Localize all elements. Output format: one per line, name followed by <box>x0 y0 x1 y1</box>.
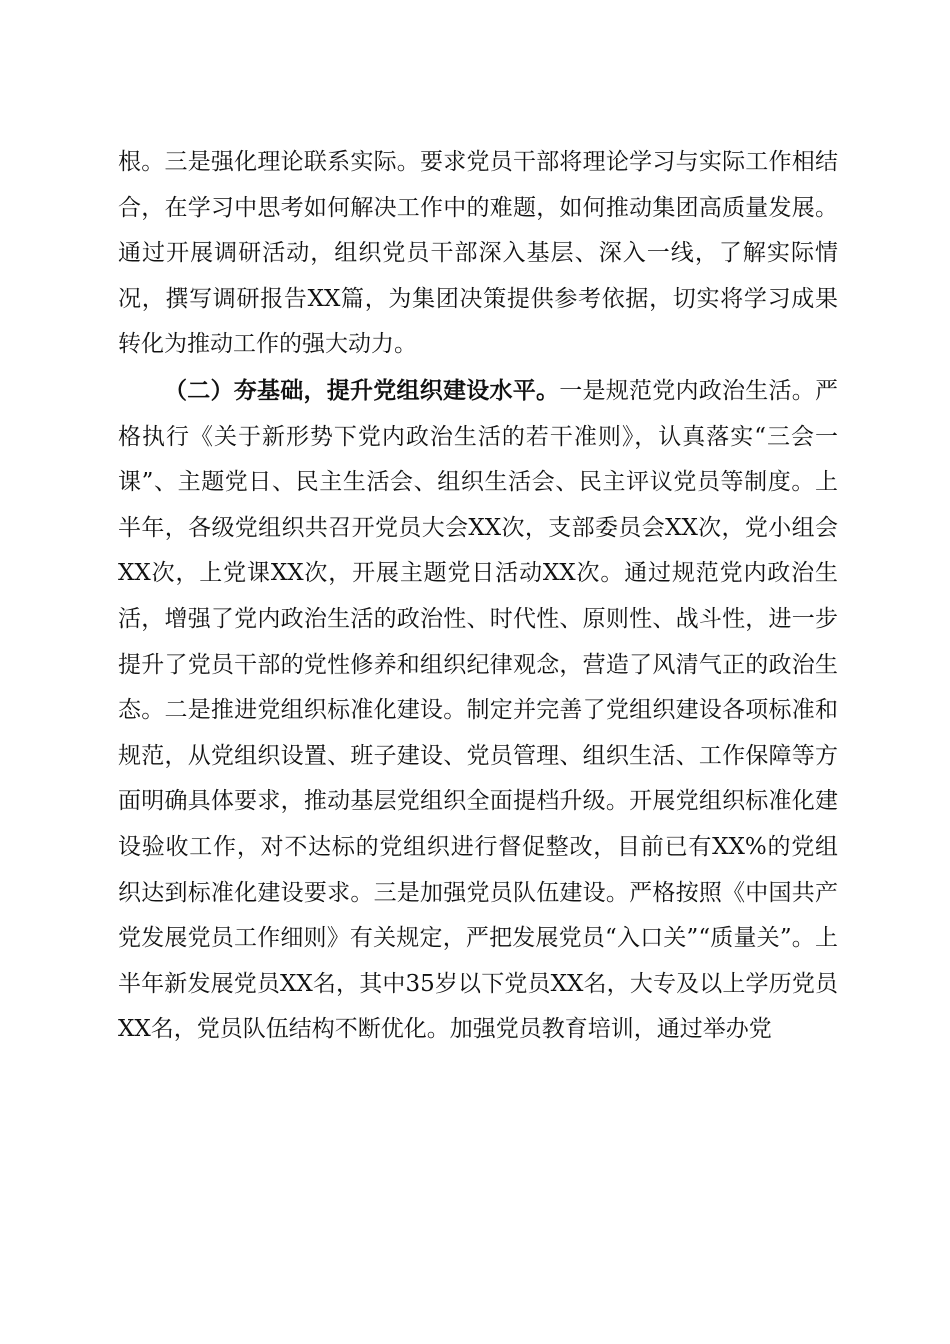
paragraph-continued <box>118 140 838 368</box>
paragraph-text: 根。三是强化理论联系实际。要求党员干部将理论学习与实际工作相结合，在学习中思考如何解决工作中的难题，如何推动集团高质量发展。通过开展调研活动，组织党员干部深入基层、深入一线，了解实际情况，撰写调研报告XX篇，为集团决策提供参考依据，切实将学习成果转化为推动工作的强大动力。 <box>118 149 838 358</box>
paragraph-text: 一是规范党内政治生活。严格执行《关于新形势下党内政治生活的若干准则》，认真落实“三会一课”、主题党日、民主生活会、组织生活会、民主评议党员等制度。上半年，各级党组织共召开党员大会XX次，支部委员会XX次，党小组会XX次，上党课XX次，开展主题党日活动XX次。通过规范党内政治生活，增强了党内政治生活的政治性、时代性、原则性、战斗性，进一步提升了党员干部的党性修养和组织纪律观念，营造了风清气正的政治生态。二是推进党组织标准化建设。制定并完善了党组织建设各项标准和规范，从党组织设置、班子建设、党员管理、组织生活、工作保障等方面明确具体要求，推动基层党组织全面提档升级。开展党组织标准化建设验收工作，对不达标的党组织进行督促整改，目前已有XX%的党组织达到标准化建设要求。三是加强党员队伍建设。严格按照《中国共产党发展党员工作细则》有关规定，严把发展党员“入口关”“质量关”。上半年新发展党员XX名，其中35岁以下党员XX名，大专及以上学历党员XX名，党员队伍结构不断优化。加强党员教育培训，通过举办党 <box>118 377 838 1043</box>
section-heading: （二）夯基础，提升党组织建设水平。 <box>164 376 560 404</box>
document-body <box>118 140 838 1053</box>
paragraph-section-two <box>118 368 838 1053</box>
